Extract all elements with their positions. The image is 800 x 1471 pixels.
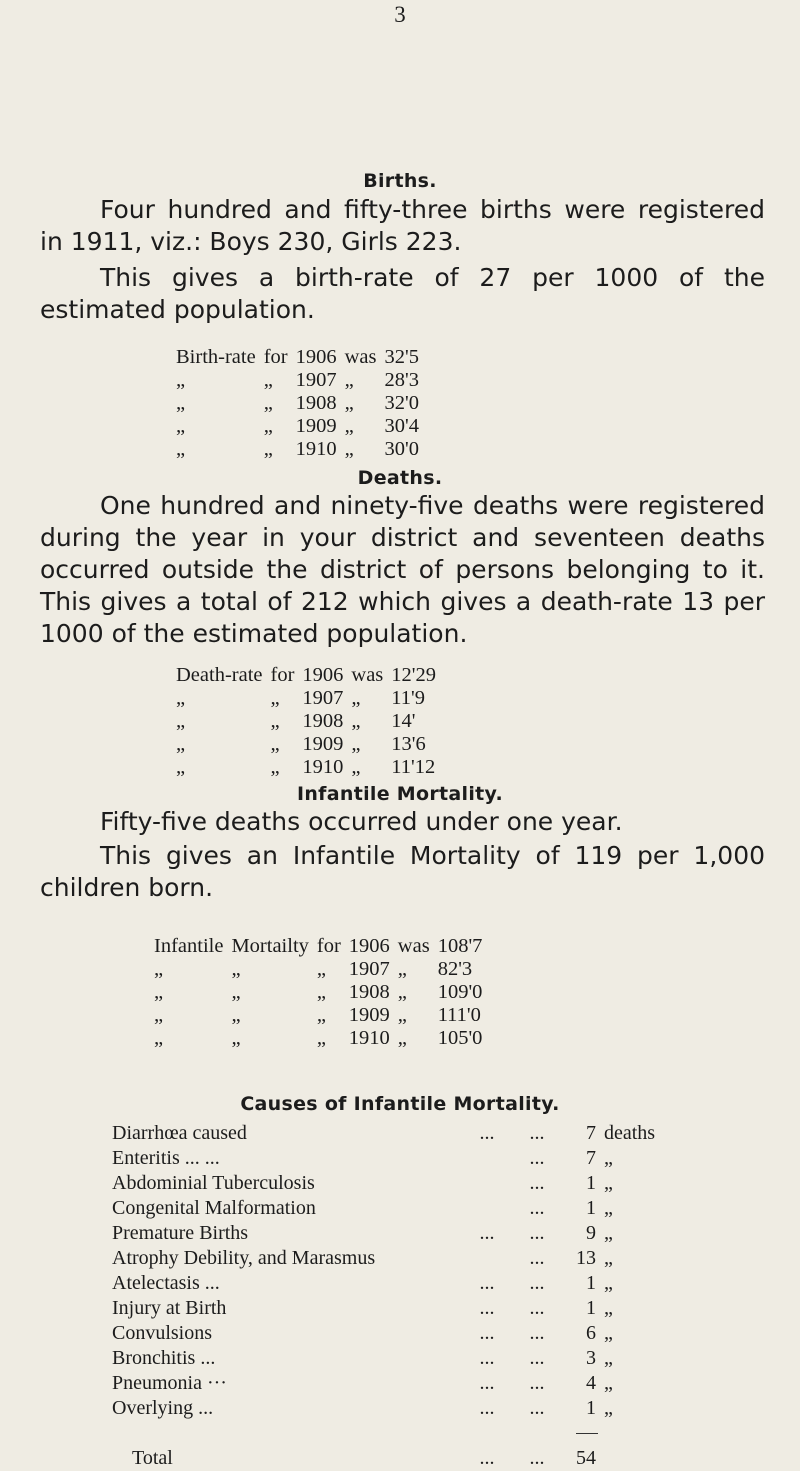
rate-was: „ [397,958,407,980]
cause-dots: ... [529,1272,545,1294]
cause-dots: ... [529,1197,545,1219]
cause-count: 1 [586,1172,596,1194]
deaths-paragraph: One hundred and ninety-five deaths were registered during the year in your district and seventeen deaths occurred outside the district of persons belonging to it. This gives a total of 212 which gives a death-rate 13 per 1000 of the estimated population. [40,491,765,648]
cause-unit: „ [604,1297,613,1319]
rate-row [150,1027,486,1050]
infantile-paragraph-1: Fifty-five deaths occurred under one year. [100,807,623,836]
rate-for: „ [263,415,273,437]
rate-for: „ [316,981,326,1003]
rate-year: 1907 [302,687,344,709]
cause-name: Injury at Birth [112,1297,227,1319]
rate-was: „ [351,687,361,709]
cause-name: Atrophy Debility, and Marasmus [112,1247,376,1269]
cause-dots: ... [529,1347,545,1369]
cause-row [112,1246,712,1271]
rate-value: 105'0 [437,1027,483,1049]
rate-year: 1909 [295,415,337,437]
rate-value: 111'0 [437,1004,481,1026]
rate-value: 108'7 [437,935,483,957]
cause-dots: ... [479,1322,495,1344]
rate-value: 30'0 [384,438,419,460]
rate-year: 1906 [348,935,390,957]
rate-year: 1906 [295,346,337,368]
total-rule-cell [562,1421,604,1446]
rate-was: „ [351,733,361,755]
cause-dots: ... [529,1147,545,1169]
cause-name: Atelectasis ... [112,1272,220,1294]
cause-row [112,1171,712,1196]
rate-label: „ [176,415,186,437]
rate-value: 28'3 [384,369,419,391]
rate-for: for [263,346,288,368]
cause-unit: „ [604,1247,613,1269]
rate-for: „ [270,710,280,732]
cause-row [112,1396,712,1421]
rate-year: 1909 [302,733,344,755]
rate-was: „ [344,438,354,460]
rate-row [150,958,486,981]
rate-label: „ [176,369,186,391]
rate-for: „ [263,438,273,460]
cause-unit: „ [604,1197,613,1219]
rate-was: „ [344,369,354,391]
rate-year: 1910 [302,756,344,778]
cause-unit: „ [604,1222,613,1244]
infantile-paragraph-2: This gives an Infantile Mortality of 119 per 1,000 children born. [40,841,765,902]
cause-dots [462,1246,512,1271]
cause-dots: ... [479,1222,495,1244]
rate-was: „ [351,710,361,732]
cause-unit: „ [604,1272,613,1294]
cause-dots: ... [479,1297,495,1319]
rate-for: „ [316,1027,326,1049]
births-heading: Births. [363,170,437,192]
total-rule [576,1433,598,1435]
cause-dots: ... [529,1372,545,1394]
death-rate-table [172,664,440,779]
rate-was: „ [344,415,354,437]
rate-value: 32'5 [384,346,419,368]
rate-year: 1909 [348,1004,390,1026]
rate-value: 32'0 [384,392,419,414]
cause-name: Congenital Malformation [112,1197,316,1219]
rate-label1: „ [154,958,164,980]
rate-row [172,346,423,369]
total-dots: ... [529,1447,545,1469]
cause-dots: ... [529,1222,545,1244]
rate-year: 1907 [348,958,390,980]
total-dots: ... [479,1447,495,1469]
rate-label: „ [176,392,186,414]
cause-count: 9 [586,1222,596,1244]
rate-label: Birth-rate [176,346,256,368]
cause-dots [462,1146,512,1171]
rate-for: „ [270,733,280,755]
cause-dots: ... [529,1322,545,1344]
rate-year: 1908 [295,392,337,414]
cause-count: 1 [586,1197,596,1219]
rate-label1: Infantile [154,935,224,957]
cause-row [112,1146,712,1171]
cause-dots: ... [529,1247,545,1269]
cause-unit: „ [604,1372,613,1394]
cause-count: 1 [586,1297,596,1319]
rate-row [172,710,440,733]
cause-dots: ... [479,1347,495,1369]
rate-value: 14' [391,710,416,732]
rate-row [172,392,423,415]
rate-year: 1910 [295,438,337,460]
rate-label1: „ [154,981,164,1003]
rate-for: „ [263,369,273,391]
rate-value: 82'3 [437,958,473,980]
rate-label: „ [176,687,186,709]
rate-for: „ [316,1004,326,1026]
rate-label: „ [176,710,186,732]
cause-count: 7 [586,1122,596,1144]
total-row [112,1446,712,1471]
rate-was: was [344,346,377,368]
rate-row [172,415,423,438]
cause-name: Abdominial Tuberculosis [112,1172,315,1194]
rate-value: 13'6 [391,733,426,755]
rate-row [172,733,440,756]
rate-was: was [397,935,430,957]
cause-count: 1 [586,1397,596,1419]
rate-label2: „ [231,958,241,980]
cause-dots [462,1171,512,1196]
rate-value: 109'0 [437,981,483,1003]
rate-label: „ [176,438,186,460]
cause-name: Convulsions [112,1322,213,1344]
birth-rate-table [172,346,423,461]
cause-row [112,1321,712,1346]
rate-label2: „ [231,1004,241,1026]
rate-label: „ [176,733,186,755]
cause-dots: ... [479,1272,495,1294]
cause-dots [462,1196,512,1221]
total-value: 54 [576,1447,596,1469]
rate-year: 1906 [302,664,344,686]
cause-dots: ... [479,1372,495,1394]
infantile-heading: Infantile Mortality. [296,783,504,805]
rate-row [150,981,486,1004]
births-paragraph-2: This gives a birth-rate of 27 per 1000 of the estimated population. [40,263,765,324]
rate-label1: „ [154,1004,164,1026]
rate-value: 12'29 [391,664,436,686]
rate-row [172,756,440,779]
cause-unit: „ [604,1172,613,1194]
rate-row [172,438,423,461]
rate-value: 30'4 [384,415,419,437]
infantile-rate-table [150,935,486,1050]
rate-value: 11'9 [391,687,425,709]
cause-dots: ... [479,1122,495,1144]
rate-for: „ [263,392,273,414]
cause-name: Pneumonia ··· [112,1372,227,1394]
cause-count: 13 [576,1247,596,1269]
cause-name: Premature Births [112,1222,249,1244]
cause-row [112,1271,712,1296]
cause-count: 1 [586,1272,596,1294]
cause-row [112,1346,712,1371]
rate-was: „ [351,756,361,778]
total-label: Total [132,1447,173,1469]
rate-for: „ [316,958,326,980]
cause-row [112,1371,712,1396]
cause-name: Overlying ... [112,1397,214,1419]
rate-label: Death-rate [176,664,263,686]
rate-was: was [351,664,384,686]
rate-row [172,687,440,710]
cause-count: 6 [586,1322,596,1344]
causes-heading: Causes of Infantile Mortality. [240,1093,560,1115]
rate-label1: „ [154,1027,164,1049]
cause-row [112,1296,712,1321]
page-number: 3 [394,2,406,27]
cause-unit: „ [604,1347,613,1369]
rate-was: „ [397,1027,407,1049]
deaths-heading: Deaths. [357,467,443,489]
cause-dots: ... [479,1397,495,1419]
rate-label2: „ [231,981,241,1003]
rate-was: „ [344,392,354,414]
total-rule-row [112,1421,712,1446]
rate-row [172,369,423,392]
cause-unit: „ [604,1397,613,1419]
rate-for: „ [270,756,280,778]
rate-label: „ [176,756,186,778]
rate-row [150,935,486,958]
cause-count: 7 [586,1147,596,1169]
total-unit [604,1446,712,1471]
rate-for: for [270,664,295,686]
cause-dots: ... [529,1172,545,1194]
cause-row [112,1121,712,1146]
cause-count: 3 [586,1347,596,1369]
causes-table [112,1121,712,1471]
rate-was: „ [397,1004,407,1026]
cause-row [112,1221,712,1246]
rate-year: 1910 [348,1027,390,1049]
cause-count: 4 [586,1372,596,1394]
cause-dots: ... [529,1122,545,1144]
rate-value: 11'12 [391,756,436,778]
rate-row [150,1004,486,1027]
cause-name: Diarrhœa caused [112,1122,247,1144]
cause-dots: ... [529,1297,545,1319]
rate-year: 1907 [295,369,337,391]
rate-for: „ [270,687,280,709]
rate-label2: „ [231,1027,241,1049]
rate-year: 1908 [348,981,390,1003]
cause-name: Bronchitis ... [112,1347,216,1369]
cause-unit: „ [604,1322,613,1344]
cause-unit: „ [604,1147,613,1169]
cause-row [112,1196,712,1221]
rate-label2: Mortailty [231,935,309,957]
rate-year: 1908 [302,710,344,732]
cause-name: Enteritis ... ... [112,1147,220,1169]
rate-row [172,664,440,687]
rate-was: „ [397,981,407,1003]
cause-unit: deaths [604,1122,656,1144]
rate-for: for [316,935,341,957]
cause-dots: ... [529,1397,545,1419]
births-paragraph-1: Four hundred and fifty-three births were registered in 1911, viz.: Boys 230, Girls 223. [40,195,765,256]
